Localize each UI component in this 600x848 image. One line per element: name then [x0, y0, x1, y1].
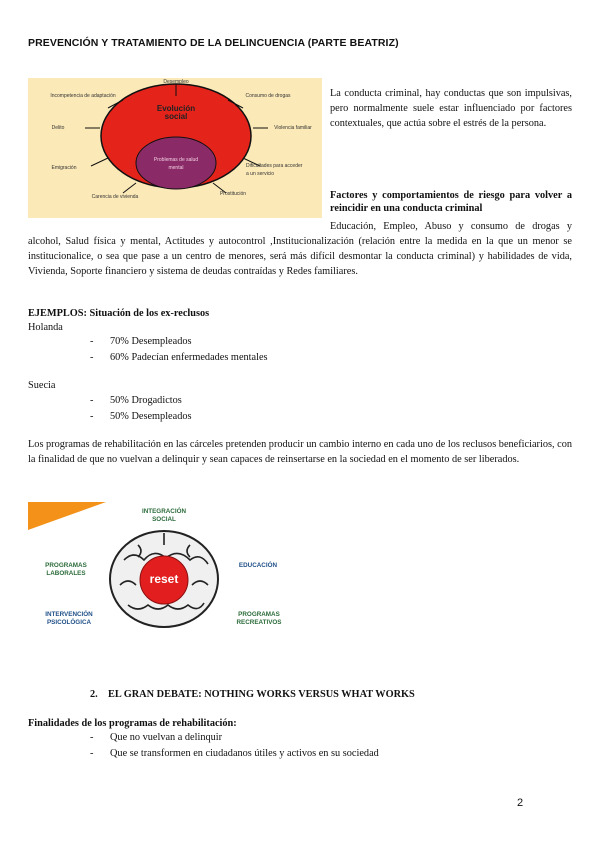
page-title: PREVENCIÓN Y TRATAMIENTO DE LA DELINCUENCIA (PARTE BEATRIZ)	[28, 37, 399, 49]
label-integracion: INTEGRACIÓN SOCIAL	[141, 508, 187, 523]
page-number: 2	[517, 797, 524, 809]
finalidades-list	[90, 730, 530, 762]
finalidades-heading: Finalidades de los programas de rehabilitación:	[28, 718, 237, 729]
social-evolution-diagram	[28, 78, 322, 218]
label-desempleo: Desempleo	[163, 79, 189, 85]
label-educacion: EDUCACIÓN	[238, 562, 278, 569]
center-label: Evolución social	[156, 104, 196, 121]
programs-paragraph: Los programas de rehabilitación en las cárceles pretenden producir un cambio interno en cada uno de los reclusos beneficiarios, con la finalidad de que no vuelvan a delinquir y sean capaces de reinsertarse en la sociedad en el momento de ser liberados.	[28, 439, 572, 465]
label-emigracion: Emigración	[51, 165, 77, 171]
list-item: - Que se transformen en ciudadanos útiles y activos en su sociedad	[90, 746, 530, 762]
list-item: - 70% Desempleados	[90, 334, 390, 350]
country-suecia: Suecia	[28, 380, 56, 391]
examples-heading: EJEMPLOS: Situación de los ex-reclusos	[28, 308, 210, 319]
label-delito: Delito	[51, 125, 65, 131]
label-programas-recreativos: PROGRAMAS RECREATIVOS	[236, 611, 282, 626]
country-holanda: Holanda	[28, 322, 63, 333]
label-intervencion: INTERVENCIÓN PSICOLÓGICA	[45, 611, 93, 626]
list-item: - 50% Desempleados	[90, 409, 390, 425]
center-sub-label: Problemas de salud mental	[153, 157, 199, 171]
holanda-list	[90, 334, 390, 366]
section-number: 2.	[90, 689, 98, 700]
risk-heading: Factores y comportamientos de riesgo para volver a reincidir en una conducta criminal	[330, 190, 572, 214]
list-item: - 50% Drogadictos	[90, 393, 390, 409]
intro-paragraph: La conducta criminal, hay conductas que son impulsivas, pero normalmente suele estar influenciado por factores contextuales, que actúa sobre el estrés de la persona.	[330, 88, 572, 129]
label-violencia: Violencia familiar	[274, 125, 312, 131]
reset-label: reset	[149, 572, 179, 586]
section-heading: EL GRAN DEBATE: NOTHING WORKS VERSUS WHAT WORKS	[108, 689, 415, 700]
label-vivienda: Carencia de vivienda	[91, 194, 139, 200]
label-programas-laborales: PROGRAMAS LABORALES	[45, 562, 87, 577]
rehabilitation-figure	[28, 500, 288, 635]
label-dificultades: Dificultades para acceder a un servicio	[246, 163, 303, 177]
suecia-list	[90, 393, 390, 425]
list-item: - Que no vuelvan a delinquir	[90, 730, 530, 746]
label-drogas: Consumo de drogas	[245, 93, 291, 99]
risk-paragraph: Educación, Empleo, Abuso y consumo de drogas y alcohol, Salud física y mental, Actitudes y autocontrol ,Institucionalización (relación entre la medida en la que un menor se institucionalice, o sea que pase a un centro de menores, será más difícil desmontar la conducta criminal) y habilidades de vida, Vivienda, Soporte financiero y sistema de deudas contraídas y Redes familiares.	[28, 221, 572, 277]
list-item: - 60% Padecían enfermedades mentales	[90, 350, 390, 366]
label-incompetencia: Incompetencia de adaptación	[50, 93, 116, 99]
label-prostitucion: Prostitución	[219, 191, 247, 197]
